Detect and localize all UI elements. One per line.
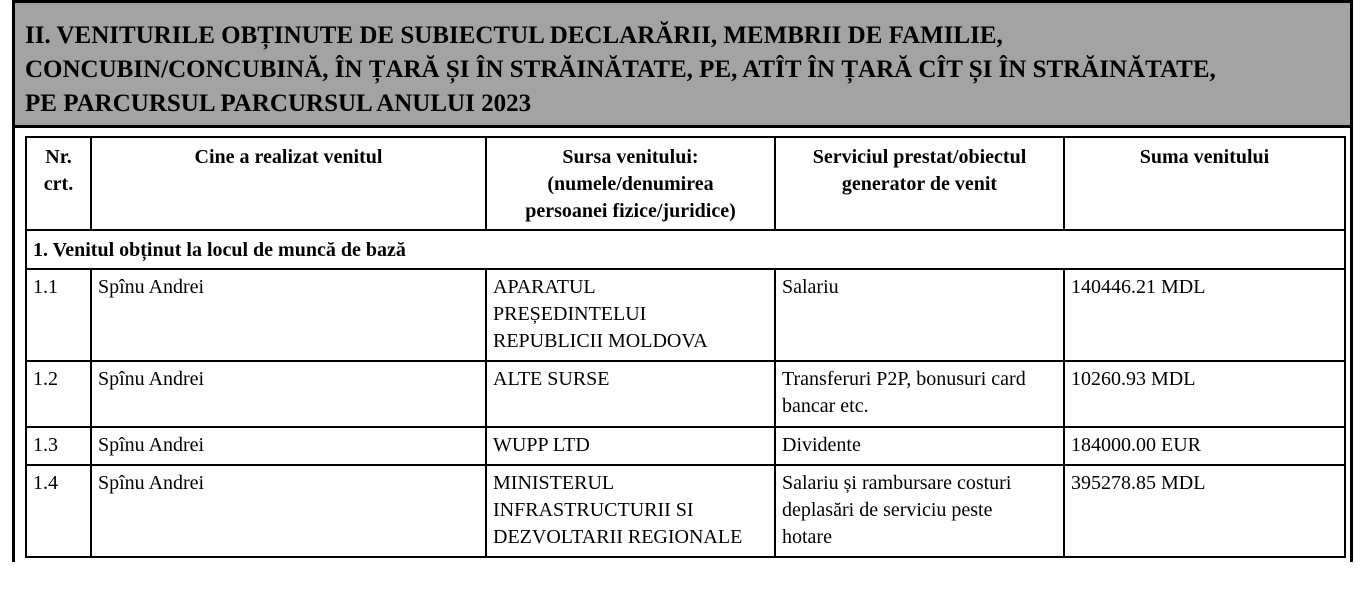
row-service: Salariu bbox=[775, 269, 1064, 361]
row-source: WUPP LTD bbox=[486, 427, 775, 465]
column-header-service: Serviciul prestat/obiectul generator de venit bbox=[775, 137, 1064, 230]
row-service: Salariu și rambursare costuri deplasări de serviciu peste hotare bbox=[775, 465, 1064, 557]
section-label: 1. Venitul obținut la locul de muncă de bază bbox=[26, 230, 1345, 269]
row-nr: 1.2 bbox=[26, 361, 91, 427]
row-nr: 1.1 bbox=[26, 269, 91, 361]
row-amount: 10260.93 MDL bbox=[1064, 361, 1345, 427]
row-nr: 1.3 bbox=[26, 427, 91, 465]
column-header-nr: Nr. crt. bbox=[26, 137, 91, 230]
row-who: Spînu Andrei bbox=[91, 361, 486, 427]
section-header bbox=[15, 0, 1350, 128]
table-row bbox=[26, 269, 1345, 361]
section-title: II. VENITURILE OBȚINUTE DE SUBIECTUL DECLARĂRII, MEMBRII DE FAMILIE, CONCUBIN/CONCUBINĂ, ÎN ȚARĂ ȘI ÎN STRĂINĂTATE, PE, ATÎT ÎN ȚARĂ CÎT ȘI ÎN STRĂINĂTATE, PE PARCURSUL PARCURSUL ANULUI 2023 bbox=[25, 22, 1216, 117]
table-row bbox=[26, 427, 1345, 465]
row-source: APARATUL PREȘEDINTELUI REPUBLICII MOLDOVA bbox=[486, 269, 775, 361]
row-service: Transferuri P2P, bonusuri card bancar etc. bbox=[775, 361, 1064, 427]
table-row bbox=[26, 465, 1345, 557]
column-header-source: Sursa venitului: (numele/denumirea persoanei fizice/juridice) bbox=[486, 137, 775, 230]
row-amount: 140446.21 MDL bbox=[1064, 269, 1345, 361]
income-table bbox=[25, 136, 1346, 558]
row-amount: 395278.85 MDL bbox=[1064, 465, 1345, 557]
row-source: ALTE SURSE bbox=[486, 361, 775, 427]
row-service: Dividente bbox=[775, 427, 1064, 465]
row-source: MINISTERUL INFRASTRUCTURII SI DEZVOLTARII REGIONALE bbox=[486, 465, 775, 557]
table-row bbox=[26, 361, 1345, 427]
table-header-row bbox=[26, 137, 1345, 230]
row-amount: 184000.00 EUR bbox=[1064, 427, 1345, 465]
column-header-who: Cine a realizat venitul bbox=[91, 137, 486, 230]
section-row bbox=[26, 230, 1345, 269]
column-header-amount: Suma venitului bbox=[1064, 137, 1345, 230]
row-nr: 1.4 bbox=[26, 465, 91, 557]
row-who: Spînu Andrei bbox=[91, 427, 486, 465]
row-who: Spînu Andrei bbox=[91, 465, 486, 557]
row-who: Spînu Andrei bbox=[91, 269, 486, 361]
